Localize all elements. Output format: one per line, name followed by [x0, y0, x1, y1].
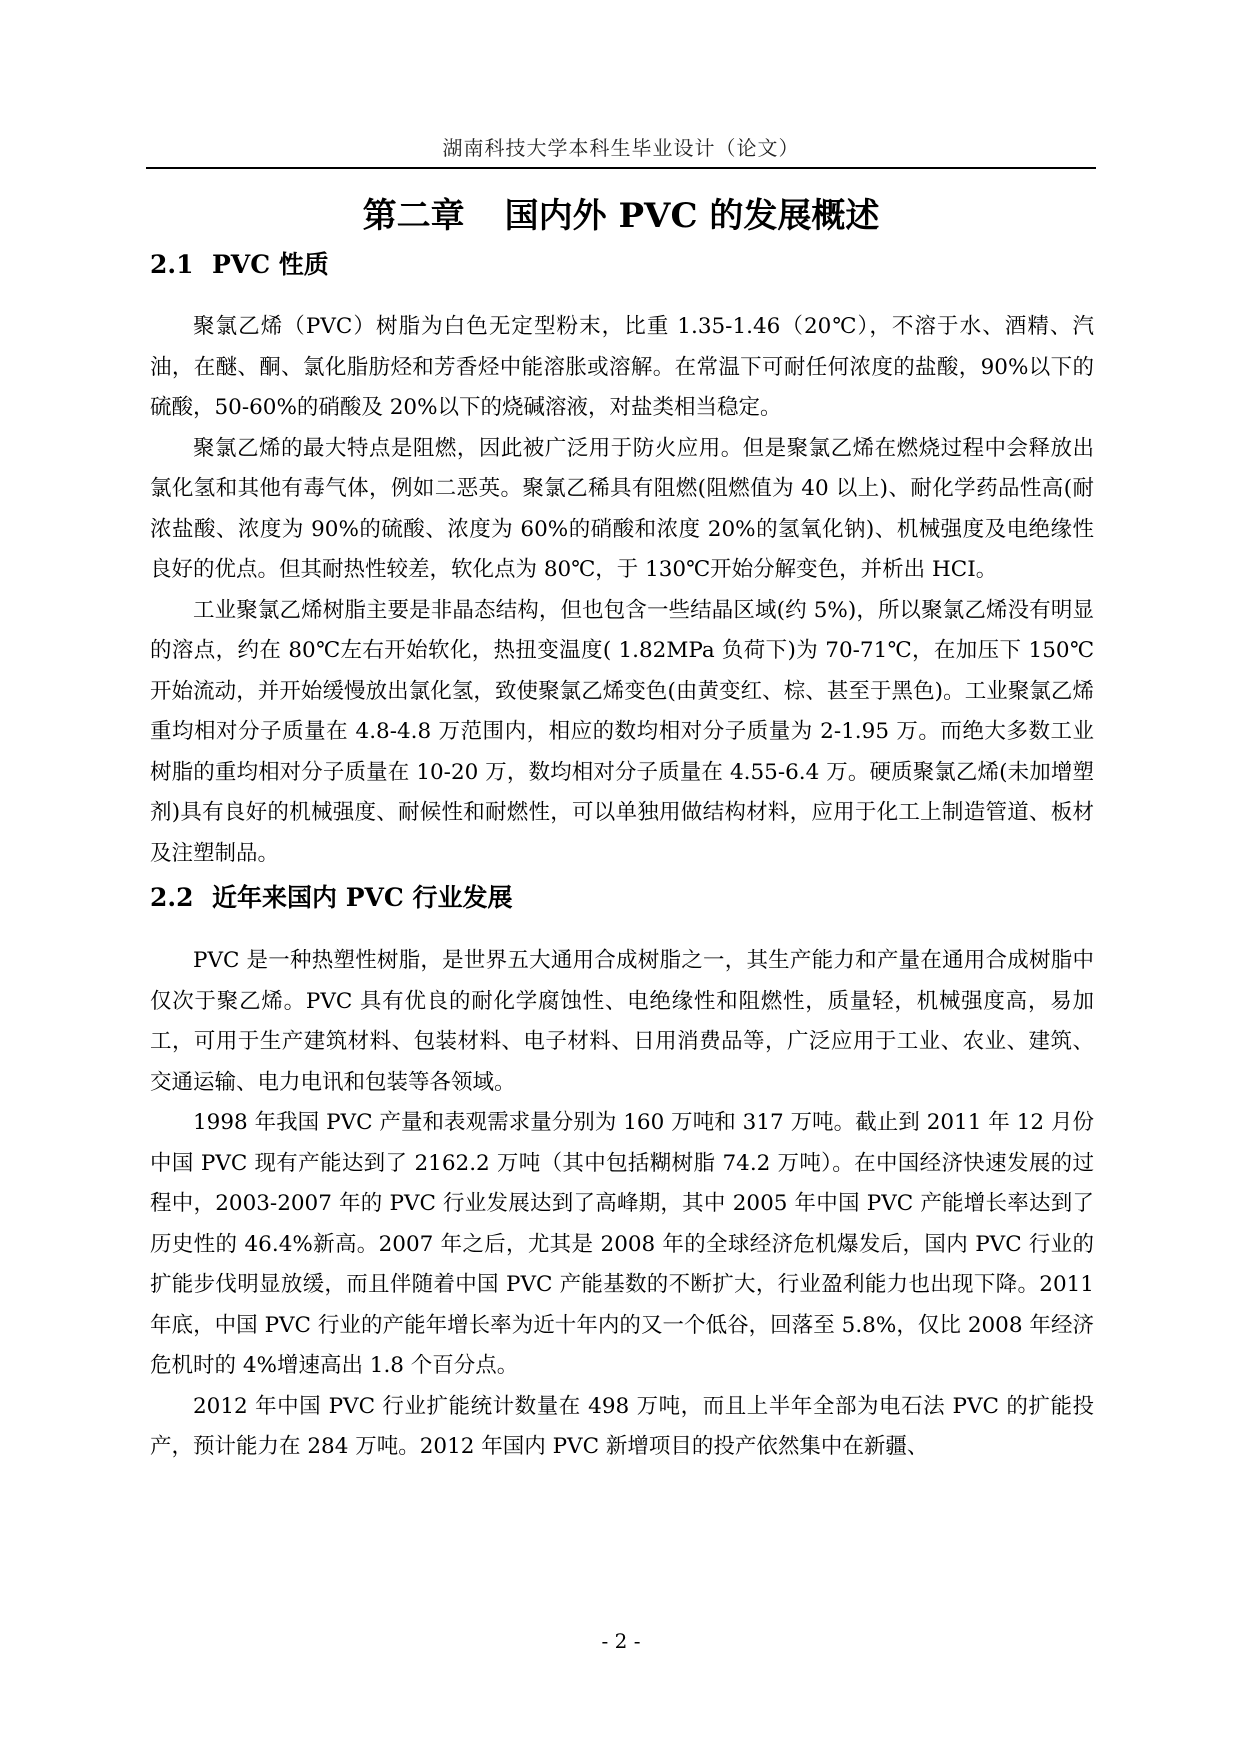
section-number: 2.1	[150, 250, 194, 279]
page-number: - 2 -	[601, 1629, 641, 1653]
section-title: 近年来国内 PVC 行业发展	[212, 883, 513, 912]
chapter-title-text: 国内外 PVC 的发展概述	[504, 196, 880, 236]
running-header: 湖南科技大学本科生毕业设计（论文）	[442, 136, 800, 160]
chapter-label: 第二章	[362, 196, 465, 236]
chapter-title	[146, 192, 1096, 240]
section-heading-2-2	[150, 880, 513, 916]
section-2-1-body	[150, 307, 1094, 874]
paragraph: PVC 是一种热塑性树脂，是世界五大通用合成树脂之一，其生产能力和产量在通用合成树脂中仅次于聚乙烯。PVC 具有优良的耐化学腐蚀性、电绝缘性和阻燃性，质量轻，机械强度高，易加工，可用于生产建筑材料、包装材料、电子材料、日用消费品等，广泛应用于工业、农业、建筑、交通运输、电力电讯和包装等各领域。	[150, 948, 1094, 1095]
section-title: PVC 性质	[212, 250, 329, 279]
section-2-2-body	[150, 941, 1094, 1468]
header-rule	[146, 167, 1096, 169]
section-number: 2.2	[150, 883, 194, 912]
paragraph: 工业聚氯乙烯树脂主要是非晶态结构，但也包含一些结晶区域(约 5%)，所以聚氯乙烯没有明显的溶点，约在 80℃左右开始软化，热扭变温度( 1.82MPa 负荷下)为 70-71℃，在加压下 150℃开始流动，并开始缓慢放出氯化氢，致使聚氯乙烯变色(由黄变红、棕、甚至于黑色)。工业聚氯乙烯重均相对分子质量在 4.8-4.8 万范围内，相应的数均相对分子质量为 2-1.95 万。而绝大多数工业树脂的重均相对分子质量在 10-20 万，数均相对分子质量在 4.55-6.4 万。硬质聚氯乙烯(未加增塑剂)具有良好的机械强度、耐候性和耐燃性，可以单独用做结构材料，应用于化工上制造管道、板材及注塑制品。	[150, 597, 1094, 866]
paragraph: 2012 年中国 PVC 行业扩能统计数量在 498 万吨，而且上半年全部为电石法 PVC 的扩能投产，预计能力在 284 万吨。2012 年国内 PVC 新增项目的投产依然集中在新疆、	[150, 1393, 1094, 1459]
paragraph: 聚氯乙烯的最大特点是阻燃，因此被广泛用于防火应用。但是聚氯乙烯在燃烧过程中会释放出氯化氢和其他有毒气体，例如二恶英。聚氯乙稀具有阻燃(阻燃值为 40 以上)、耐化学药品性高(耐浓盐酸、浓度为 90%的硫酸、浓度为 60%的硝酸和浓度 20%的氢氧化钠)、机械强度及电绝缘性良好的优点。但其耐热性较差，软化点为 80℃，于 130℃开始分解变色，并析出 HCI。	[150, 435, 1094, 582]
paragraph: 聚氯乙烯（PVC）树脂为白色无定型粉末，比重 1.35-1.46（20℃），不溶于水、酒精、汽油，在醚、酮、氯化脂肪烃和芳香烃中能溶胀或溶解。在常温下可耐任何浓度的盐酸，90%以下的硫酸，50-60%的硝酸及 20%以下的烧碱溶液，对盐类相当稳定。	[150, 314, 1094, 420]
paragraph: 1998 年我国 PVC 产量和表观需求量分别为 160 万吨和 317 万吨。截止到 2011 年 12 月份中国 PVC 现有产能达到了 2162.2 万吨（其中包括糊树脂 74.2 万吨）。在中国经济快速发展的过程中，2003-2007 年的 PVC 行业发展达到了高峰期，其中 2005 年中国 PVC 产能增长率达到了历史性的 46.4%新高。2007 年之后，尤其是 2008 年的全球经济危机爆发后，国内 PVC 行业的扩能步伐明显放缓，而且伴随着中国 PVC 产能基数的不断扩大，行业盈利能力也出现下降。2011 年底，中国 PVC 行业的产能年增长率为近十年内的又一个低谷，回落至 5.8%，仅比 2008 年经济危机时的 4%增速高出 1.8 个百分点。	[150, 1110, 1094, 1378]
section-heading-2-1	[150, 247, 329, 283]
